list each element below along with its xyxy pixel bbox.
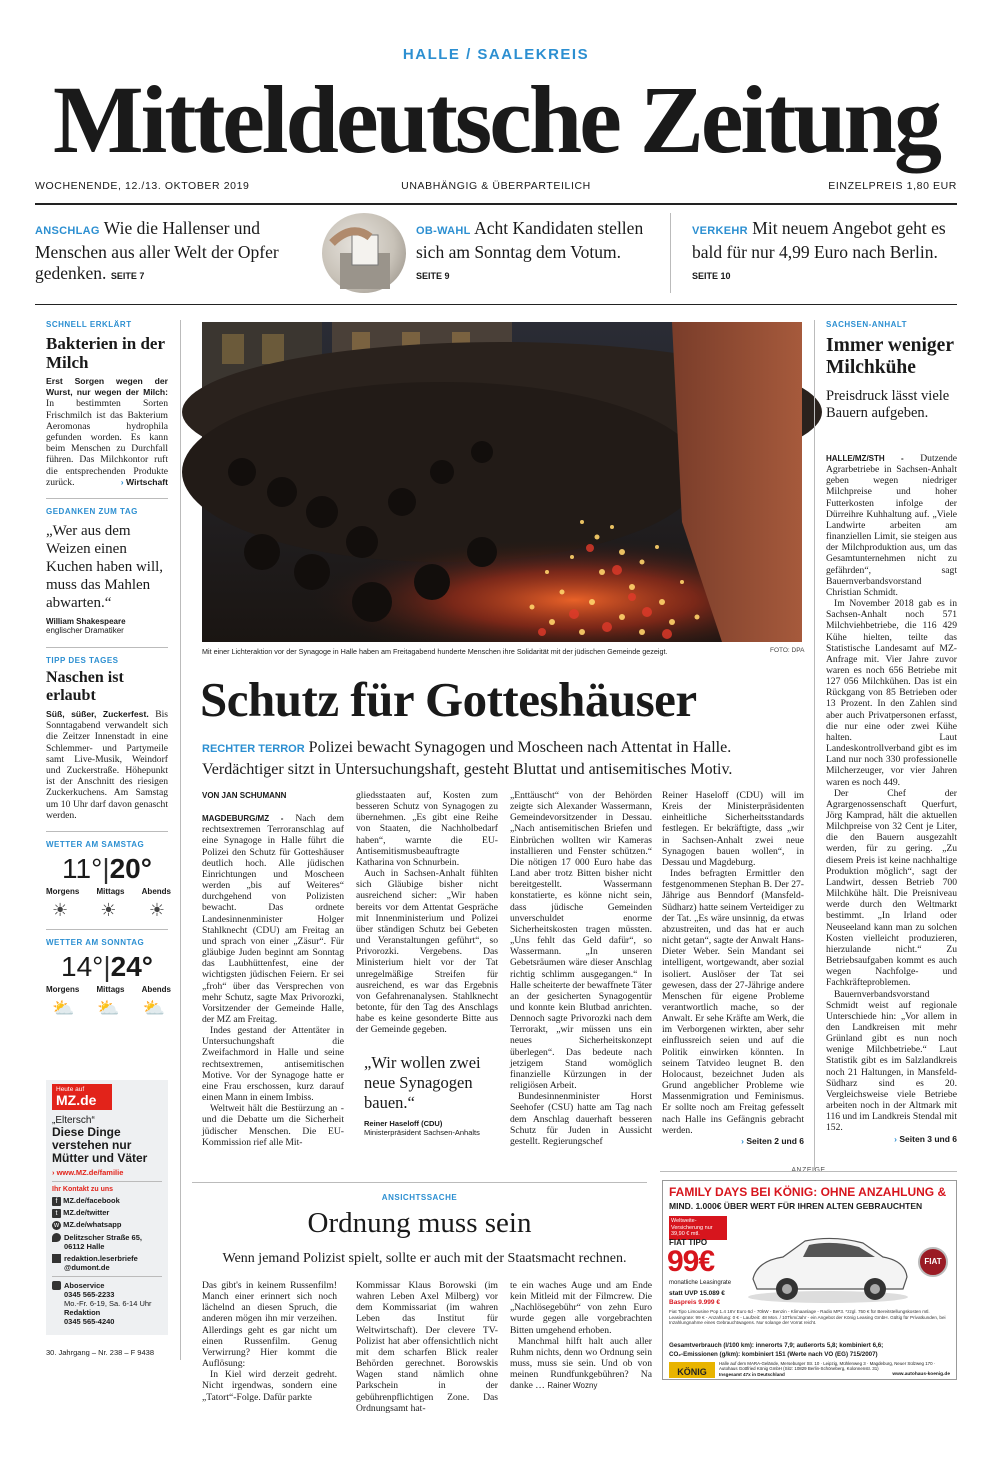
right-dateline: HALLE/MZ/STH - [826, 454, 904, 463]
ad-fine: Fiat Tipo Limousine Pop 1.4 16V Euro 6d - 70kW - Benzin - Klimaanlage - Radio MP3. *zzgl. 750 € für Bereitstellungskosten mtl. Leasingrate: 99 € - Anzahlung: 0 € - Laufzeit: 48 Mon. / 10Tkm/Jahr - ein Angebot der König Leasing GmbH. Gültig für Privatkunden, bei Inzahlungnahme eines Gebrauchtwagens. Nur solange der Vorrat reicht. [669, 1309, 946, 1326]
tip-lead: Süß, süßer, Zuckerfest. [46, 709, 149, 720]
ad-hauspreis: Baspreis 9.999 € [669, 1299, 720, 1306]
teaser-divider [670, 213, 671, 293]
twitter-link[interactable]: t MZ.de/twitter [52, 1207, 162, 1219]
region-label: HALLE / SAALEKREIS [402, 46, 590, 63]
lead-col-3: „Enttäuscht“ von der Behörden zeigte sich Alexander Wassermann, Gemeindevorsitzender in Dessau. „Nach antisemitischen Briefen und Einbrüchen wollten wir Kameras installieren und Fenster schützen.“ Die nötigen 17 000 Euro habe das Land aber trotz Bitten bisher nicht bereitgestellt. Wassermann konstatierte, es könne nicht sein, dass jüdische Gemeinden unverschuldet enorme Sicherheitskosten tragen müssten. „Uns fehlt das Geld dafür“, so Wassermann. „In unseren Gebetsräumen wäre dieser Anschlag richtig schlimm ausgegangen.“ In Halle scheiterte der bewaffnete Täter an der gesicherten Synagogentür und konnte kein Blutbad anrichten. Dennoch sagte Privorozki nach dem Terrorakt, „wir müssen uns ein neues Sicherheitskonzept überlegen“. Das bedeute nach jetzigem Stand womöglich finanzielle Kürzungen in der religiösen Arbeit. Bundesinnenminister Horst Seehofer (CSU) hatte am Tag nach dem Anschlag dauerhaft besseren Schutz für Juden in Aussicht gestellt. Regierungschef [510, 790, 652, 1147]
explained-title: Bakterien in der Milch [46, 334, 165, 372]
masthead-rule [35, 203, 957, 205]
weather-label: Mittags [96, 887, 125, 897]
lead-col-4: Reiner Haseloff (CDU) will im Kreis der Ministerpräsidenten einheitliche Sicherheitsstandards festlegen. Er bekräftigte, dass „wir in Sachsen-Anhalt zwei neue Synagogen bauen wollen“, in Dessau und Magdeburg. Indes befragten Ermittler den festgenommenen Stephan B. Der 27-Jährige aus Benndorf (Mansfeld-Südharz) hatte seinem Verteidiger zu der Tat. „Es wäre unsinnig, da etwas abzustreiten, und das hat er auch nicht getan“, sagte der Anwalt Hans-Dieter Weber. Sein Mandant sei intelligent, wortgewandt, aber sozial isoliert. Auslöser der Tat sei gewesen, dass der 27-Jährige andere Menschen für eigene Probleme verantwortlich mache, so der Anwalt. Er sehe Kräfte am Werk, die im Verborgenen wirkten, aber sehr einflussreich seien und auf die Politik einwirken könnten. In seinem Tatvideo leugnet B. den Holocaust, bezeichnet Juden als Grund angeblicher Probleme wie Massenmigration und Feminismus. Er sollte noch am Freitag gefesselt nach Halle ins Gefängnis gebracht werden. › Seiten 2 und 6 [662, 790, 805, 1146]
ad-uvp: statt UVP 15.089 € [669, 1290, 725, 1297]
abo-hours: Mo.-Fr. 6-19, Sa. 6-14 Uhr [64, 1299, 152, 1308]
weather-label: Morgens [46, 887, 80, 897]
ad-model: FIAT TIPO [669, 1238, 708, 1247]
teaser-text: Wie die Hallenser und Menschen aus aller Welt der Opfer gedenken. [35, 218, 279, 283]
teaser-ob-wahl[interactable] [416, 218, 646, 287]
teaser-page: SEITE 10 [692, 271, 731, 281]
mail-icon [52, 1254, 61, 1263]
teaser-kicker: VERKEHR [692, 225, 748, 237]
thought-author: William Shakespeare [46, 617, 126, 627]
right-subline: Preisdruck lässt viele Bauern aufgeben. [826, 388, 950, 421]
ad-subline: MIND. 1.000€ ÜBER WERT FÜR IHREN ALTEN GEBRAUCHTEN [669, 1201, 923, 1211]
claim: UNABHÄNGIG & ÜBERPARTEILICH [401, 180, 591, 192]
teaser-text: Mit neuem Angebot geht es bald für nur 4,99 Euro nach Berlin. [692, 218, 946, 262]
car-icon [743, 1217, 913, 1307]
teaser-anschlag[interactable] [35, 218, 285, 287]
quote-author: Reiner Haseloff (CDU) [364, 1119, 443, 1128]
ad-dealer-text: Halle auf dem MARA-Gelände, Merseburger Str. 10 · Leipzig, Mühlenweg 3 · Magdeburg, Neuer Sülzweg 170 · Autohaus Gottfried König GmbH (Sitz: 10829 Berlin-Schöneberg, Kolonnenstr. 31) [719, 1361, 936, 1372]
lead-byline: VON JAN SCHUMANN [202, 791, 287, 800]
lead-col-1: VON JAN SCHUMANN MAGDEBURG/MZ - Nach dem rechtsextremen Terroranschlag auf eine Synagoge in Halle führt die Polizei den Schutz für Gotteshäuser deutlich hoch. Alle jüdischen Einrichtungen und Moscheen werden „bis auf Weiteres“ durchgehend von Polizisten bewacht. Das ordnete Landesinnenminister Holger Stahlknecht (CDU) am Freitag an und sprach von einer „Zäsur“. Für gläubige Juden beginnt am Sonntag das Laubhüttenfest, eine der wichtigsten jüdischen Feiern. Er sei „froh“ über das Versprechen von mehr Schutz, sagte Max Privorozki, Vorsitzender der Gemeinde Halle, der MZ am Freitag. Indes gestand der Attentäter in Untersuchungshaft die Zweifachmord in Halle und seine rechtsextremen, antisemitischen Motive. Vor der Synagoge hatte er eine Frau erschossen, kurz darauf einen Mann in einem Imbiss. Weltweit hält die Bestürzung an - und die Debatte um die Sicherheit jüdischer Menschen. Die EU-Kommission rief alle Mit- [202, 791, 344, 1148]
tip-kicker: TIPP DES TAGES [46, 656, 119, 666]
photo-caption: Mit einer Lichteraktion vor der Synagoge in Halle haben am Freitagabend hunderte Menschen ihre Solidarität mit der jüdischen Gemeinde gezeigt. [202, 647, 668, 656]
sun-cloud-icon: ☀ [52, 900, 69, 921]
issue-number: 30. Jahrgang – Nr. 238 – F 9438 [46, 1348, 154, 1357]
phone-icon [52, 1281, 61, 1290]
lead-kicker: RECHTER TERROR [202, 743, 305, 755]
explained-text: In bestimmten Sorten Frischmilch ist das Bakterium Aeromonas hydrophila gefunden worden. Es kann beim Menschen zu Durchfall führen. Das Milchkontor ruft die entsprechenden Produkte zurück. [46, 398, 168, 488]
teaser-rule [35, 304, 957, 305]
ad-headline: FAMILY DAYS BEI KÖNIG: OHNE ANZAHLUNG & [669, 1185, 947, 1199]
right-column [826, 320, 957, 422]
sun-icon: ☀ [148, 900, 165, 921]
lead-dateline: MAGDEBURG/MZ - [202, 814, 284, 824]
red-head: Redaktion [64, 1308, 101, 1317]
glosse-col-2: Kommissar Klaus Borowski (im wahren Leben Axel Milberg) vor dem Kommissariat (im wahren Leben das Institut für Weltwirtschaft). Der clevere TV-Polizist hat aber offensichtlich nicht mit dem scharfen Blick realer Behörden gerechnet. Borowskis Wagen stand nämlich ohne Parkschein in der gebührenpflichtigen Zone. Das Ordnungsamt hat- [356, 1280, 498, 1414]
ad-label-rule [660, 1171, 957, 1172]
koenig-logo: KÖNIG [669, 1362, 715, 1378]
glosse-kicker: ANSICHTSSACHE [381, 1193, 458, 1202]
weather-label: Mittags [96, 985, 125, 995]
lead-subline: RECHTER TERROR Polizei bewacht Synagogen und Moscheen nach Attentat in Halle. Verdächtiger sitzt in Untersuchungshaft, gesteht Bluttat und antisemitisches Motiv. [202, 739, 733, 778]
teaser-kicker: OB-WAHL [416, 225, 471, 237]
right-ref[interactable]: Seiten 3 und 6 [899, 1133, 957, 1144]
glosse-author: Rainer Wozny [547, 1381, 598, 1391]
left-column: SCHNELL ERKLÄRT Bakterien in der Milch Erst Sorgen wegen der Wurst, nur wegen der Milch: In bestimmten Sorten Frischmilch ist das Bakterium Aeromonas hydrophila gefunden worden. Es kann beim Menschen zu Durchfall führen. Das Milchkontor ruft die entsprechenden Produkte zurück. › Wirtschaft GEDANKEN ZUM TAG „Wer aus dem Weizen einen Kuchen haben will, muss das Mahlen abwarten.“ William Shakespeare englischer Dramatiker TIPP DES TAGES Naschen ist erlaubt Süß, süßer, Zuckerfest. Bis Sonntagabend verwandelt sich die Zeitzer Innenstadt in eine Schlemmer- und Partymeile samt Live-Musik, Weindorf und Zuckerstraße. Höhepunkt ist der Anschnitt des riesigen Zuckerkuchens. Am Samstag um 10 Uhr darf davon genascht werden. WETTER AM SAMSTAG 11°|20° Morgens Mittags Abends ☀ ☀ ☀ WETTER AM SONNTAG 14°|24° Morgens Mittags Abends ⛅ ⛅ ⛅ [46, 320, 171, 1019]
weather-sun-high: 24° [110, 951, 153, 983]
mz-badge[interactable] [52, 1084, 112, 1110]
ad-tag: Weltweite-Versicherung nur 39,90 € mtl. [669, 1216, 727, 1240]
weather-sat-high: 20° [109, 853, 152, 885]
tip-text: Bis Sonntagabend verwandelt sich die Zeitzer Innenstadt in eine Schlemmer- und Partymeile samt Live-Musik, Weindorf und Zuckerstraße. Höhepunkt ist der Anschnitt des riesigen Zuckerkuchens. Am Samstag um 10 Uhr darf davon genascht werden. [46, 709, 169, 821]
weather-label: Abends [141, 985, 171, 995]
ad-consumption: Gesamtverbrauch (l/100 km): innerorts 7,9; außerorts 5,8; kombiniert 6,6; [669, 1342, 884, 1349]
ad-dealer-url[interactable]: www.autohaus-koenig.de [892, 1372, 950, 1377]
promo-url[interactable]: › www.MZ.de/familie [52, 1168, 124, 1177]
mz-badge-top: Heute auf [56, 1086, 85, 1093]
photo-credit: FOTO: DPA [770, 647, 805, 654]
fiat-logo: FIAT [918, 1247, 948, 1277]
glosse-col-1: Das gibt's in keinem Russenfilm! Manch einer erinnert sich noch lächelnd an diesen Spruch, die anderen mögen ihn mir verzeihen. Allerdings geht es gar nicht um einen Russenfilm. Genug Verwirrung? Hier kommt die Auflösung: In Kiel wird derzeit gedreht. Nicht irgendwas, sondern eine „Tatort“-Folge. Dafür parkte [202, 1280, 337, 1403]
pin-icon [52, 1233, 61, 1242]
ballot-photo [322, 213, 406, 293]
cloud-sun-icon: ⛅ [142, 998, 165, 1019]
newspaper-title: Mitteldeutsche Zeitung [53, 66, 939, 173]
glosse-headline: Ordnung muss sein [307, 1207, 532, 1239]
sun-icon: ☀ [100, 900, 117, 921]
right-kicker: SACHSEN-ANHALT [826, 320, 908, 329]
abo-head: Aboservice [64, 1281, 105, 1290]
ad-price: 99€ [667, 1245, 715, 1278]
red-phone: 0345 565-4240 [64, 1317, 115, 1326]
weather-sat-low: 11° [62, 853, 103, 885]
glosse-rule [192, 1182, 647, 1183]
lead-col-2: gliedsstaaten auf, Kosten zum besseren Schutz von Synagogen zu übernehmen. „Es gibt eine Reihe von Staaten, die Nachholbedarf haben“, warnte die EU-Antisemitismusbeauftragte Katharina von Schnurbein. Auch in Sachsen-Anhalt fühlten sich Gläubige bisher nicht ausreichend sicher: „Wir haben bereits vor dem Attentat Gespräche mit Innenministerium und Polizei über ständigen Schutz bei Gebeten und Veranstaltungen geführt“, so Privorozki. Vergebens. Das Ministerium hielt vor der Tat unregelmäßige Streifen für ausreichend, es war das Ergebnis von Gefahrenanalysen. Stahlknecht betonte, für den Tag des Anschlags habe es keine gesonderte Bitte aus der Gemeinde gegeben. [356, 790, 498, 1036]
glosse-subline: Wenn jemand Polizist spielt, sollte er auch mit der Staatsmacht rechnen. [222, 1251, 627, 1266]
teaser-page: SEITE 9 [416, 271, 450, 281]
vigil-photo-illustration [202, 322, 802, 642]
weather-sun-kicker: WETTER AM SONNTAG [46, 938, 145, 948]
teaser-verkehr[interactable] [692, 218, 957, 287]
promo-title: Diese Dinge verstehen nur Mütter und Väter [52, 1125, 148, 1165]
promo-small: „Eltersch“ [52, 1115, 95, 1126]
twitter-icon: t [52, 1209, 61, 1218]
promo-box[interactable] [46, 1080, 168, 1335]
explained-lead: Erst Sorgen wegen der Wurst, nur wegen der Milch: [46, 376, 168, 398]
ad-emission: CO₂-Emissionen (g/km): kombiniert 151 (Werte nach VO (EG) 715/2007) [669, 1351, 878, 1358]
right-divider [814, 320, 815, 1170]
teaser-kicker: ANSCHLAG [35, 225, 100, 237]
weather-sat-temps: 11°|20° [62, 853, 152, 885]
lead-photo [202, 322, 802, 642]
lead-ref[interactable]: Seiten 2 und 6 [746, 1135, 804, 1146]
glosse-col-3: te ein waches Auge und am Ende kein Mitleid mit der Filmcrew. Die „Nachlösegebühr“ von zehn Euro wurde gegen alle vorgebrachten Bitten umgehend erhoben. Manchmal hilft halt auch aller Ruhm nichts, denn wo Ordnung sein muss, muss sie sein. Und ob von meinen Rundfunkgebühren? Na danke … Rainer Wozny [510, 1280, 652, 1392]
weather-sun-temps: 14°|24° [61, 951, 153, 983]
price-label: EINZELPREIS 1,80 EUR [828, 180, 957, 192]
cloud-sun-icon: ⛅ [97, 998, 120, 1019]
facebook-link[interactable]: f MZ.de/facebook [52, 1195, 162, 1207]
explained-kicker: SCHNELL ERKLÄRT [46, 320, 132, 329]
teaser-text: Acht Kandidaten stellen sich am Sonntag dem Votum. [416, 218, 644, 262]
whatsapp-icon: w [53, 1222, 60, 1229]
lead-headline: Schutz für Gotteshäuser [200, 672, 697, 727]
whatsapp-link[interactable]: w MZ.de/whatsapp [53, 1220, 122, 1229]
quote-role: Ministerpräsident Sachsen-Anhalts [364, 1128, 480, 1137]
mz-badge-label: MZ.de [56, 1092, 97, 1108]
issue-date: WOCHENENDE, 12./13. OKTOBER 2019 [35, 180, 250, 192]
right-text: HALLE/MZ/STH - Dutzende Agrarbetriebe in Sachsen-Anhalt geben wegen niedriger Milchpreise und hoher Futterkosten infolge der Dürreihre Kuhhaltung auf. „Viele Landwirte arbeiten am finanziellen Limit, sie steigen aus der Milchproduktion aus, um das Gesamtunternehmen nicht zu gefährden“, sagt Bauernverbandsvorstand Christian Schmidt. Im November 2018 gab es in Sachsen-Anhalt noch 571 Milchviehbetriebe, die 116 429 Kühe hielten, teilte das Statistische Landesamt auf MZ-Anfrage mit. Vier Jahre zuvor waren es noch 656 Betriebe mit 127 056 Milchkühen. Das ist ein Rückgang von 85 Betrieben oder 13 Prozent. In den Zahlen sind aber auch Privatpersonen erfasst, die nur eine oder zwei Kühe halten. Laut Landeskontrollverband gibt es im Land nur noch 330 professionelle Milcherzeuger, vor vier Jahren waren es noch 449. Der Chef der Agrargenossenschaft Querfurt, Jörg Kamprad, hält die aktuellen Milchpreise von 32 Cent je Liter, die den Bauern ausgezahlt werden, für zu gering. „Zu diesem Preis ist keine nachhaltige Produktion möglich“, sagt der Landwirt, dessen Betrieb 700 Milchkühe hält. Die Preisniveau werde durch den Weltmarkt bestimmt. „In Irland oder Neuseeland kann man zu solchen Kosten vielleicht produzieren, hierzulande nicht.“ Zu Betriebsaufgaben kommt es auch wegen Nachfolge- und Fachkräfteproblemen. Bauernverbandsvorstand Schmidt weist auf regionale Unterschiede hin: „Vor allem in den Landkreisen mit mehr Grünland gibt es nun noch wenige Milchbetriebe.“ Laut Statistik gibt es im Salzlandkreis noch 21 Haltungen, in Mansfeld-Südharz sind es 20. Vergleichsweise viele Betriebe arbeiten noch in der Altmark mit 116 und im Landkreis Stendal mit 152. › Seiten 3 und 6 [826, 453, 957, 1144]
weather-label: Abends [141, 887, 171, 897]
quote-text: „Wir wollen zwei neue Synagogen bauen.“ [364, 1053, 481, 1112]
facebook-icon: f [52, 1197, 61, 1206]
ad-price-note: monatliche Leasingrate [669, 1280, 732, 1286]
email-link[interactable]: redaktion.leserbriefe @dumont.de [52, 1254, 162, 1272]
teaser-page: SEITE 7 [110, 271, 145, 281]
thought-role: englischer Dramatiker [46, 626, 124, 636]
cloud-sun-icon: ⛅ [52, 998, 75, 1019]
thought-kicker: GEDANKEN ZUM TAG [46, 507, 138, 517]
lead-quote [364, 1053, 500, 1137]
weather-sun-low: 14° [61, 951, 104, 983]
weather-sat-kicker: WETTER AM SAMSTAG [46, 840, 145, 850]
tip-title: Naschen ist erlaubt [46, 669, 124, 705]
weather-label: Morgens [46, 985, 80, 995]
contact-head: Ihr Kontakt zu uns [52, 1186, 114, 1193]
address: Delitzscher Straße 65, 06112 Halle [52, 1233, 162, 1251]
thought-quote: „Wer aus dem Weizen einen Kuchen haben will, muss das Mahlen abwarten.“ [46, 523, 164, 612]
explained-ref[interactable]: Wirtschaft [126, 476, 168, 487]
left-divider [180, 320, 181, 1360]
abo-phone: 0345 565-2233 [64, 1290, 115, 1299]
ad-dealer-sub: Insgesamt 47x in Deutschland [719, 1372, 785, 1377]
right-headline: Immer weniger Milchkühe [826, 335, 954, 378]
ballot-box-icon [322, 213, 406, 293]
ad-box[interactable] [662, 1180, 957, 1380]
